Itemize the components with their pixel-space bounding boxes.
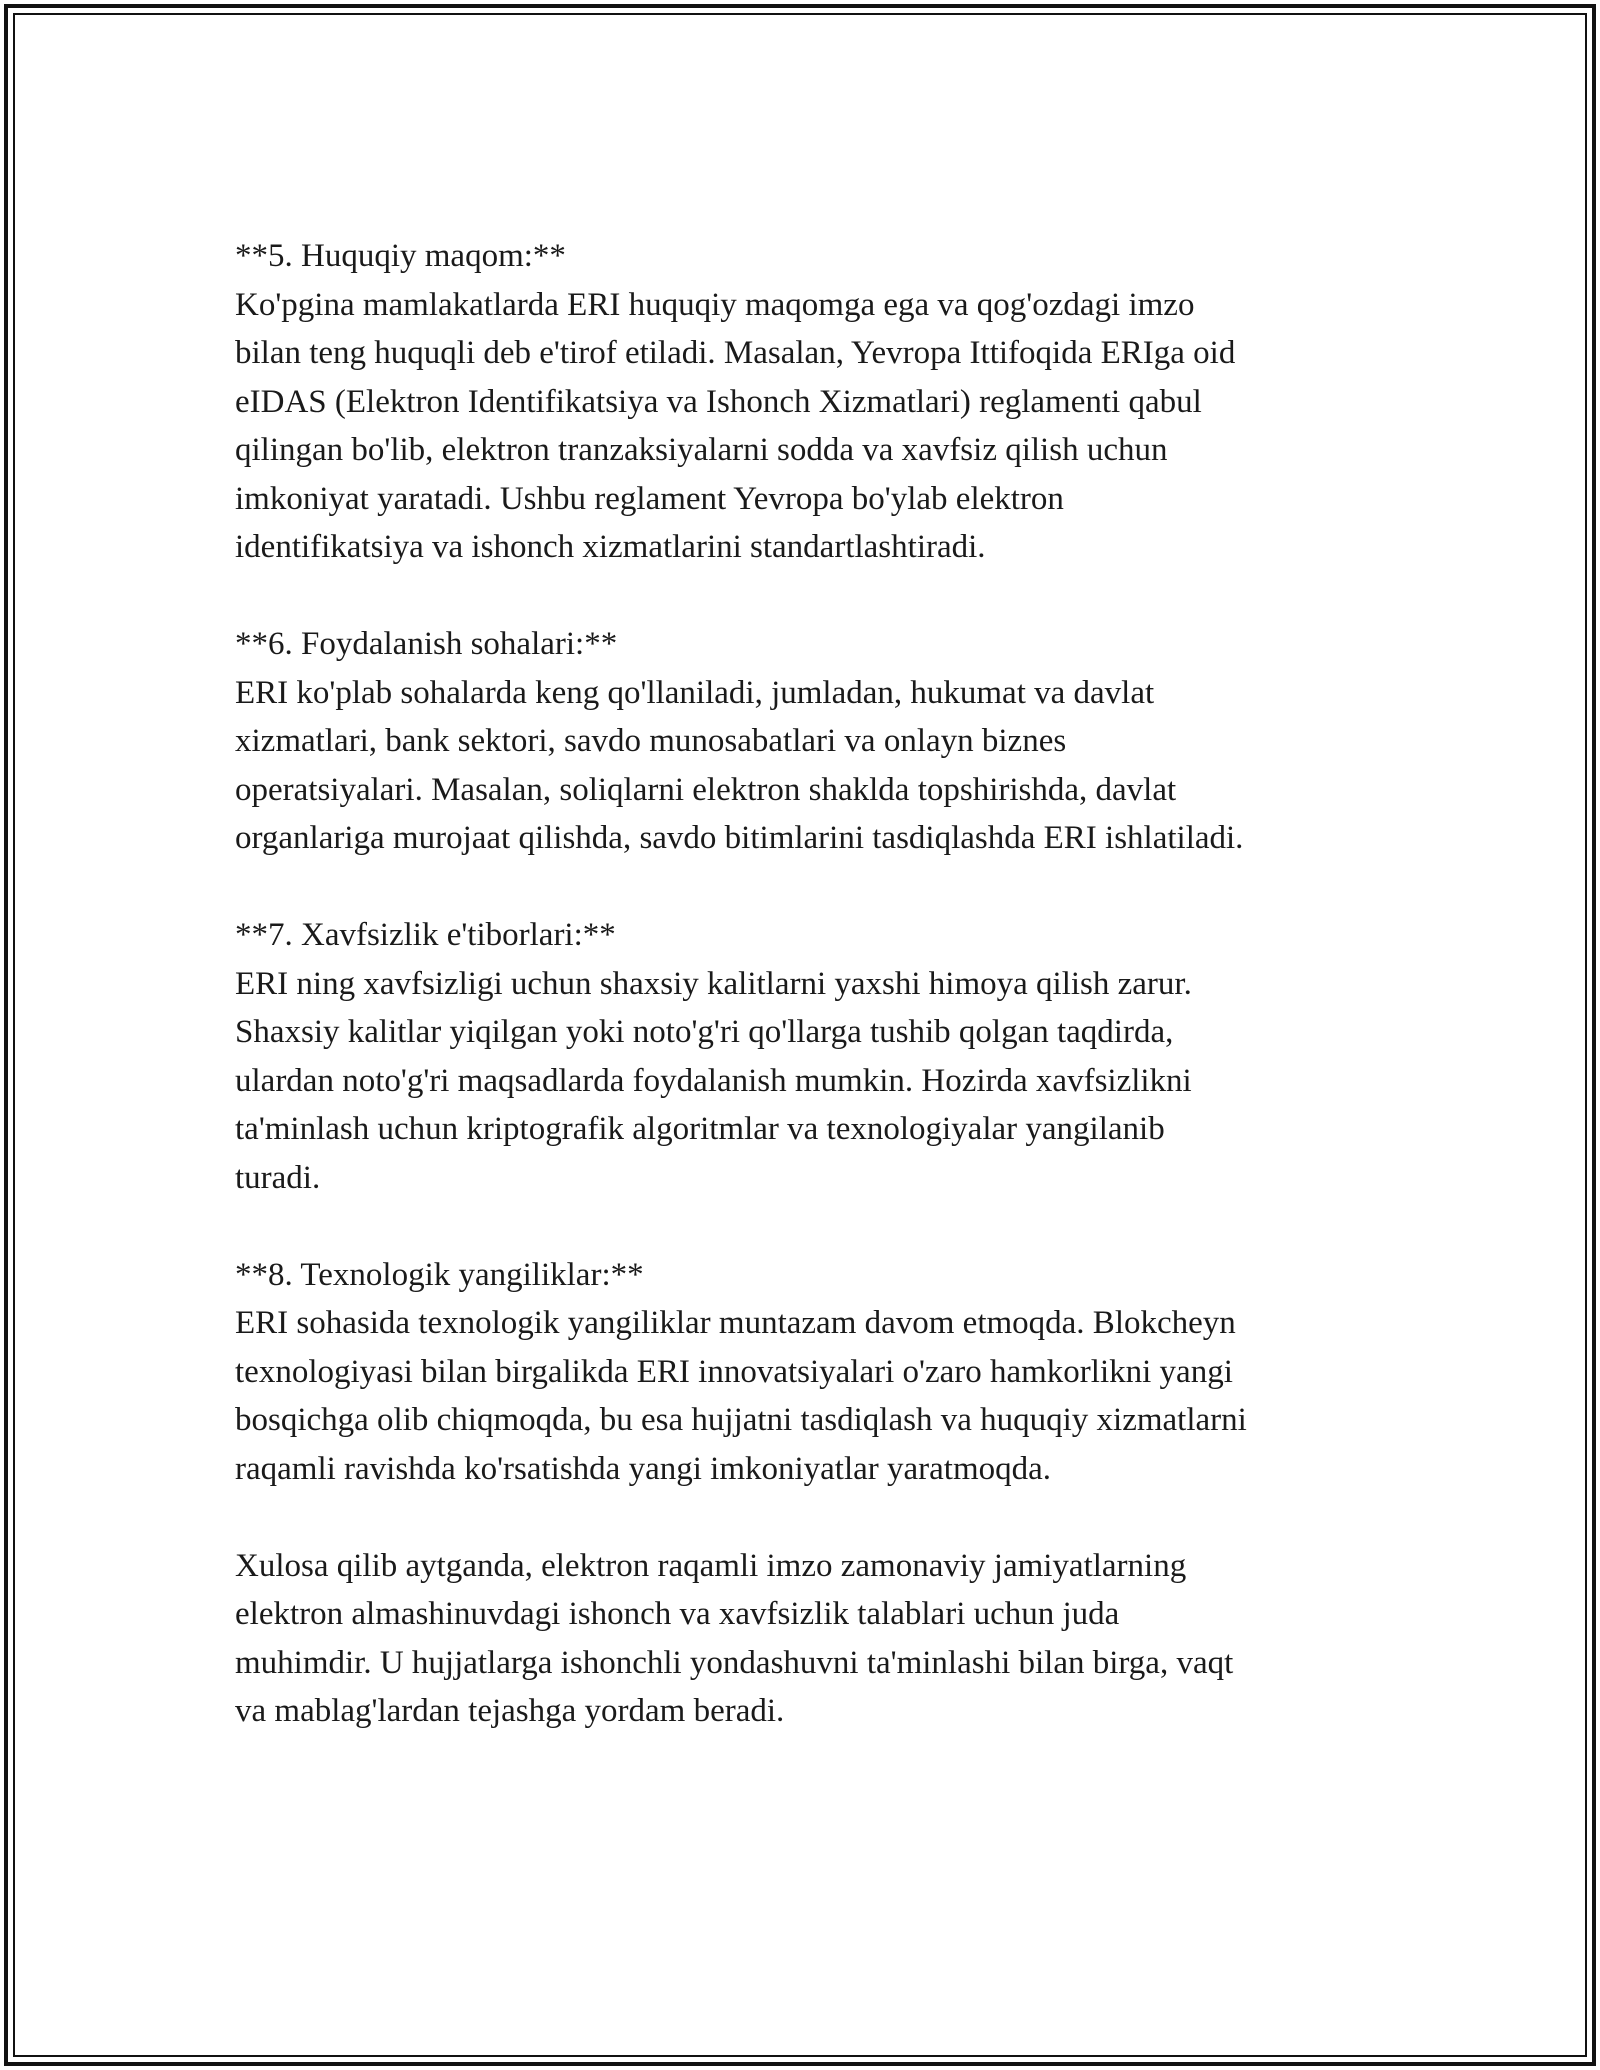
section-tech-innovations	[235, 1251, 1385, 1494]
text-line: texnologiyasi bilan birgalikda ERI innovatsiyalari o'zaro hamkorlikni yangi	[235, 1353, 1233, 1390]
section-legal-status	[235, 232, 1385, 572]
text-line: eIDAS (Elektron Identifikatsiya va Ishonch Xizmatlari) reglamenti qabul	[235, 383, 1202, 420]
section-security	[235, 911, 1385, 1202]
text-line: raqamli ravishda ko'rsatishda yangi imkoniyatlar yaratmoqda.	[235, 1450, 1052, 1487]
section-heading: **8. Texnologik yangiliklar:**	[235, 1256, 644, 1293]
text-line: operatsiyalari. Masalan, soliqlarni elektron shaklda topshirishda, davlat	[235, 771, 1177, 808]
text-line: identifikatsiya va ishonch xizmatlarini standartlashtiradi.	[235, 529, 986, 565]
section-heading: **7. Xavfsizlik e'tiborlari:**	[235, 917, 616, 953]
text-line: ERI ko'plab sohalarda keng qo'llaniladi, jumladan, hukumat va davlat	[235, 674, 1155, 711]
text-line: muhimdir. U hujjatlarga ishonchli yondashuvni ta'minlashi bilan birga, vaqt	[235, 1644, 1234, 1681]
text-line: ERI sohasida texnologik yangiliklar muntazam davom etmoqda. Blokcheyn	[235, 1305, 1236, 1341]
text-line: qilingan bo'lib, elektron tranzaksiyalarni sodda va xavfsiz qilish uchun	[235, 432, 1168, 468]
text-line: Xulosa qilib aytganda, elektron raqamli imzo zamonaviy jamiyatlarning	[235, 1547, 1187, 1584]
text-line: Ko'pgina mamlakatlarda ERI huquqiy maqomga ega va qog'ozdagi imzo	[235, 286, 1195, 323]
text-line: Shaxsiy kalitlar yiqilgan yoki noto'g'ri qo'llarga tushib qolgan taqdirda,	[235, 1014, 1174, 1050]
text-line: organlariga murojaat qilishda, savdo bitimlarini tasdiqlashda ERI ishlatiladi.	[235, 820, 1244, 856]
text-line: bilan teng huquqli deb e'tirof etiladi. Masalan, Yevropa Ittifoqida ERIga oid	[235, 335, 1236, 371]
text-line: turadi.	[235, 1159, 321, 1196]
text-line: xizmatlari, bank sektori, savdo munosabatlari va onlayn biznes	[235, 723, 1067, 759]
section-conclusion	[235, 1542, 1385, 1736]
text-line: elektron almashinuvdagi ishonch va xavfsizlik talablari uchun juda	[235, 1596, 1120, 1632]
document-body	[235, 232, 1385, 1784]
text-line: imkoniyat yaratadi. Ushbu reglament Yevropa bo'ylab elektron	[235, 480, 1064, 517]
text-line: ERI ning xavfsizligi uchun shaxsiy kalitlarni yaxshi himoya qilish zarur.	[235, 965, 1192, 1002]
section-heading: **5. Huquqiy maqom:**	[235, 238, 566, 274]
section-usage-areas	[235, 620, 1385, 863]
text-line: bosqichga olib chiqmoqda, bu esa hujjatni tasdiqlash va huquqiy xizmatlarni	[235, 1402, 1247, 1438]
text-line: ta'minlash uchun kriptografik algoritmlar va texnologiyalar yangilanib	[235, 1111, 1165, 1147]
text-line: ulardan noto'g'ri maqsadlarda foydalanish mumkin. Hozirda xavfsizlikni	[235, 1062, 1192, 1099]
text-line: va mablag'lardan tejashga yordam beradi.	[235, 1693, 785, 1729]
section-heading: **6. Foydalanish sohalari:**	[235, 626, 618, 662]
